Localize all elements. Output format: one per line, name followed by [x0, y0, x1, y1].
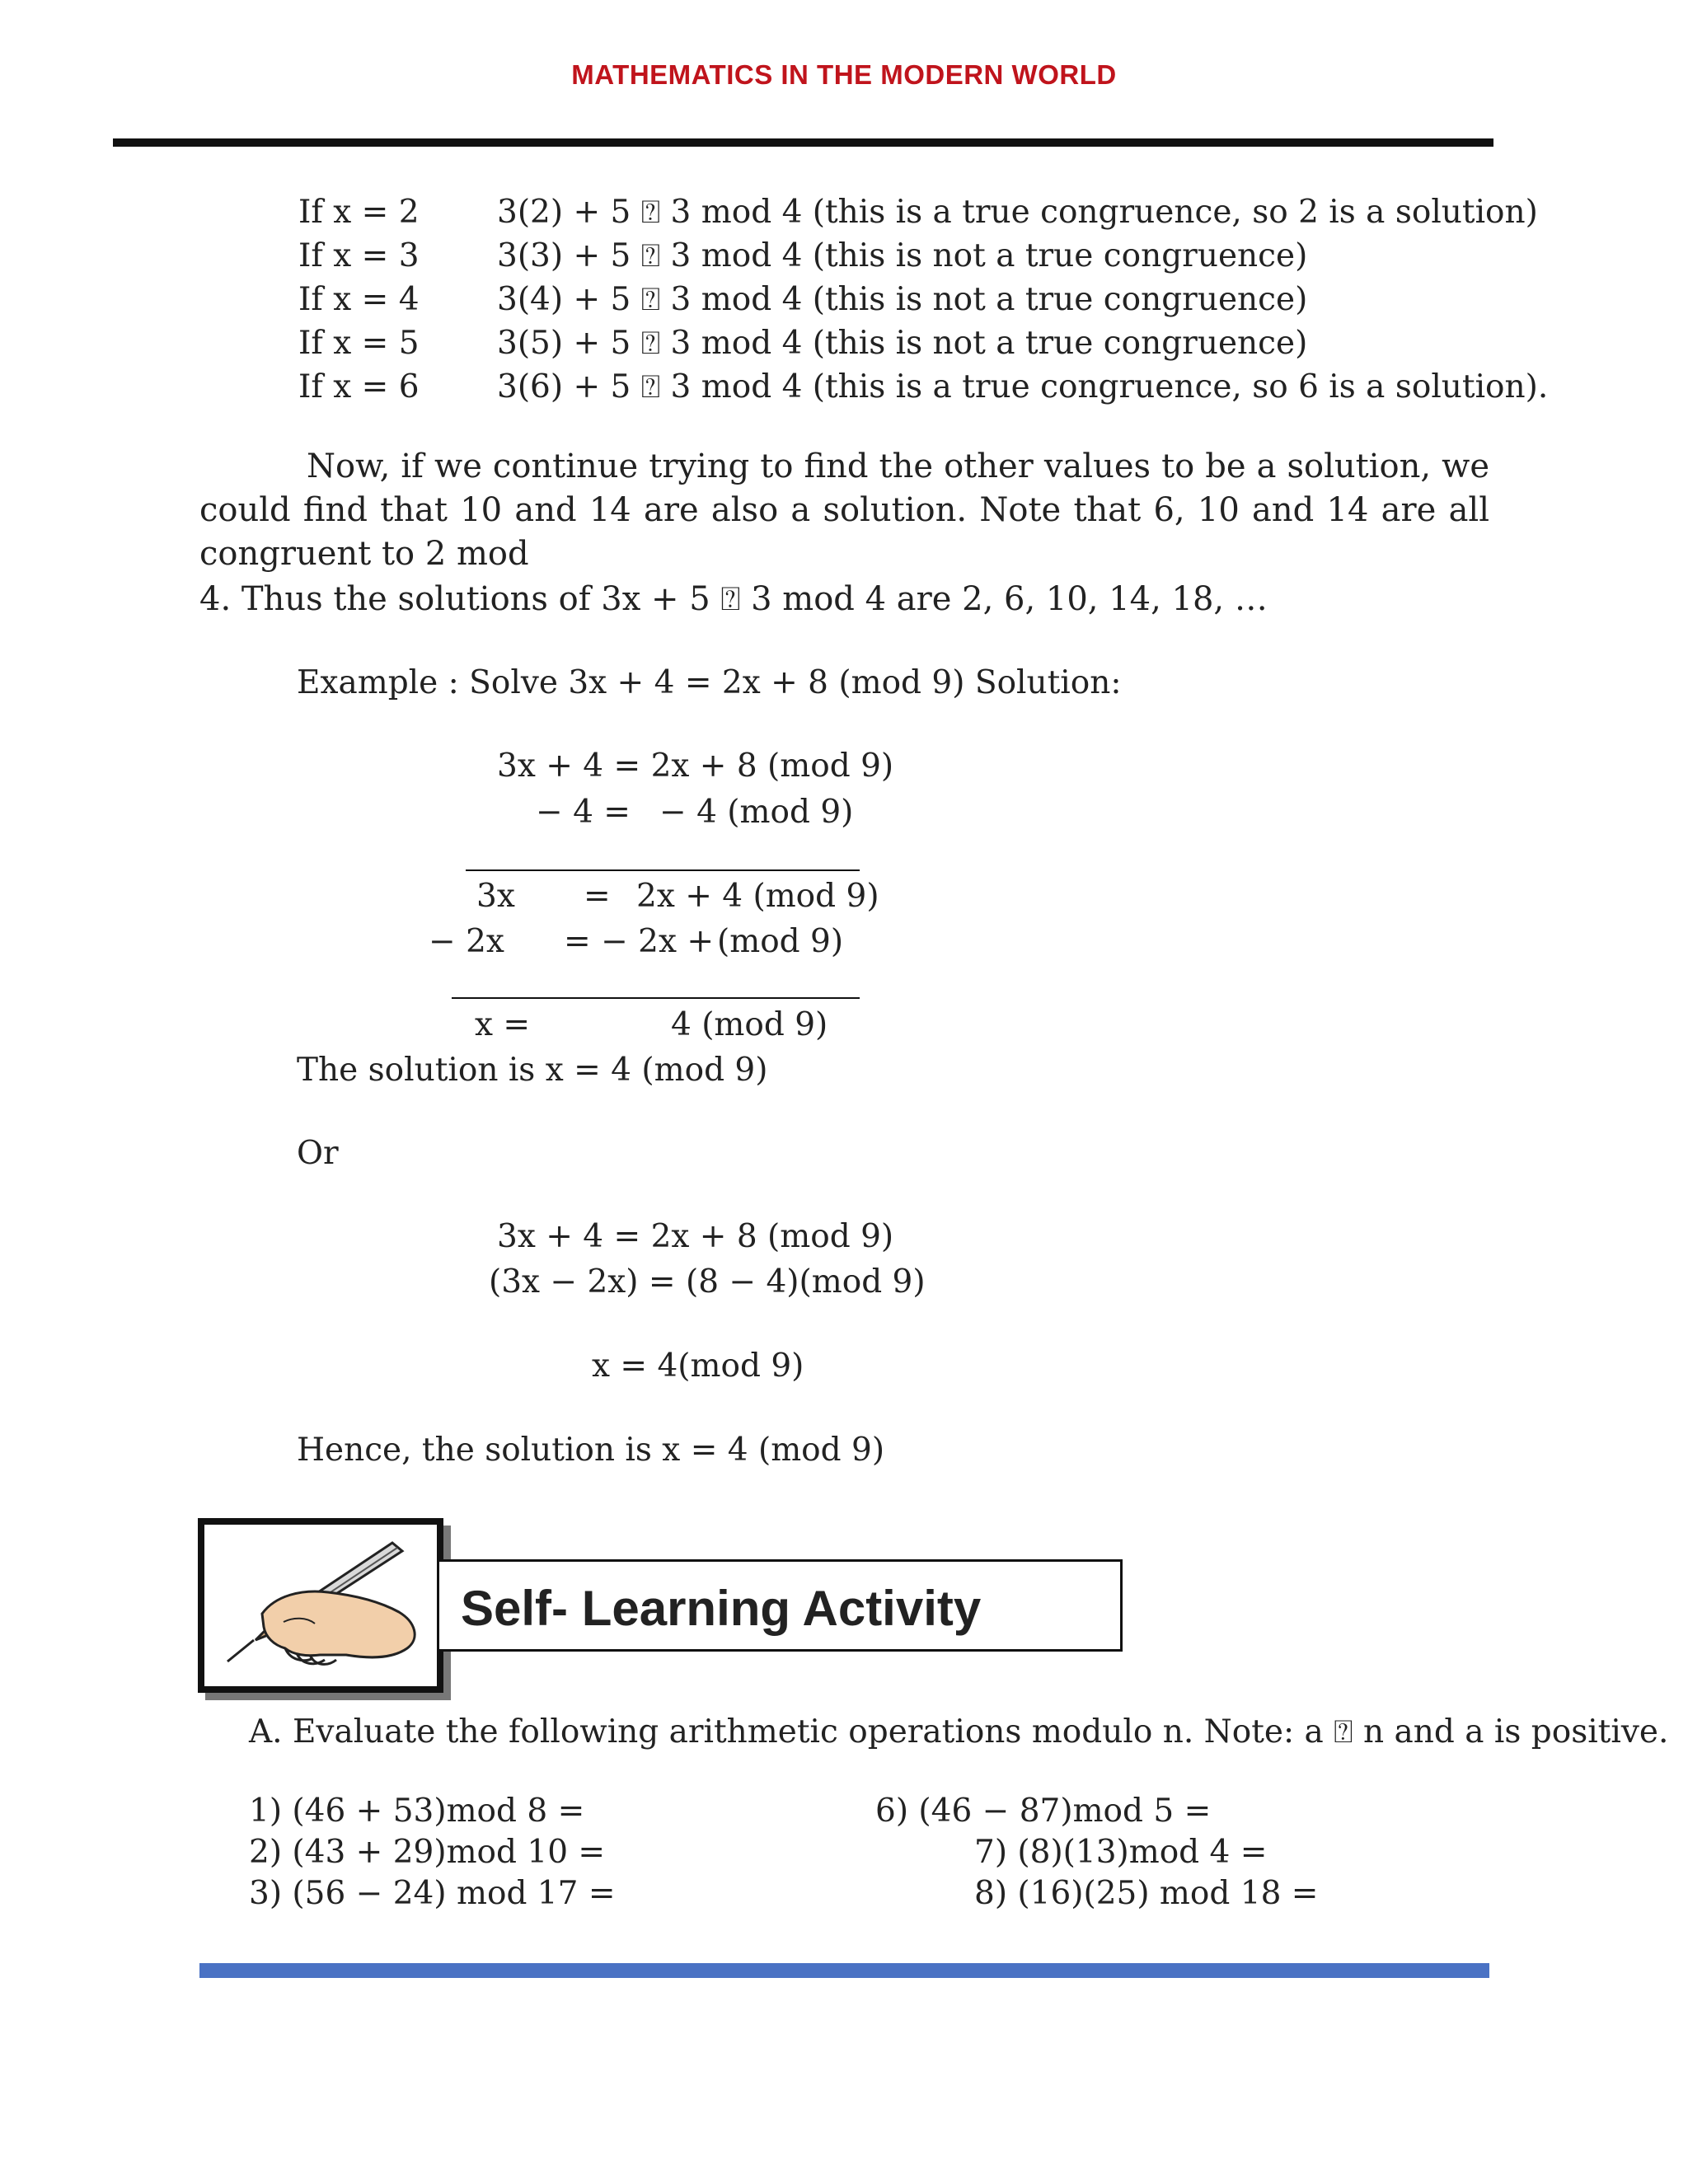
- exercise-item: 3) (56 − 24) mod 17 =: [249, 1875, 616, 1912]
- trial-expr: 3(6) + 5 ⍰ 3 mod 4 (this is a true congruence, so 6 is a solution).: [497, 368, 1549, 405]
- exercise-item: 1) (46 + 53)mod 8 =: [249, 1793, 585, 1830]
- paragraph-line-1: Now, if we continue trying to find the other values to be a solution, we could find that 10 and 14 are also a solution. Note that 6, 10 and 14 are all congruent to 2 mod: [199, 448, 1489, 573]
- trial-expr: 3(3) + 5 ⍰ 3 mod 4 (this is not a true congruence): [497, 237, 1308, 274]
- hand-writing-illustration: [198, 1518, 443, 1693]
- trial-cond: If x = 4: [298, 281, 420, 318]
- exercise-item: 6) (46 − 87)mod 5 =: [875, 1793, 1212, 1830]
- trial-cond: If x = 6: [298, 368, 420, 405]
- activity-title-box: [437, 1559, 1123, 1652]
- trial-expr: 3(5) + 5 ⍰ 3 mod 4 (this is not a true congruence): [497, 325, 1308, 362]
- math-step-3-eq: =: [584, 878, 611, 915]
- math-step-1: 3x + 4 = 2x + 8 (mod 9): [497, 748, 894, 785]
- paragraph-line-2: 4. Thus the solutions of 3x + 5 ⍰ 3 mod 4 are 2, 6, 10, 14, 18, …: [199, 580, 1268, 618]
- trial-cond: If x = 5: [298, 325, 420, 362]
- or-label: Or: [297, 1135, 339, 1172]
- alt-step-3: x = 4(mod 9): [592, 1347, 804, 1385]
- trial-expr: 3(4) + 5 ⍰ 3 mod 4 (this is not a true congruence): [497, 281, 1308, 318]
- math-step-3-left: 3x: [476, 878, 515, 915]
- math-step-4-mid: = − 2x +: [564, 923, 715, 960]
- page-header-title: MATHEMATICS IN THE MODERN WORLD: [571, 59, 1117, 90]
- solution-conclusion: Hence, the solution is x = 4 (mod 9): [297, 1432, 885, 1469]
- exercise-item: 8) (16)(25) mod 18 =: [974, 1875, 1319, 1912]
- footer-bar: [199, 1963, 1489, 1978]
- math-step-2-left: − 4 =: [536, 794, 631, 831]
- trial-expr: 3(2) + 5 ⍰ 3 mod 4 (this is a true congruence, so 2 is a solution): [497, 194, 1538, 231]
- trial-cond: If x = 2: [298, 194, 420, 231]
- math-step-3-right: 2x + 4 (mod 9): [636, 878, 879, 915]
- math-step-5-left: x =: [475, 1006, 531, 1043]
- math-step-2-right: − 4 (mod 9): [659, 794, 854, 831]
- math-step-4-right: (mod 9): [717, 923, 844, 960]
- exercise-item: 2) (43 + 29)mod 10 =: [249, 1834, 606, 1871]
- solution-result: The solution is x = 4 (mod 9): [297, 1052, 768, 1089]
- header-rule: [113, 138, 1493, 147]
- exercise-item: 7) (8)(13)mod 4 =: [974, 1834, 1268, 1871]
- math-divider-1: [466, 869, 860, 871]
- math-divider-2: [452, 997, 860, 999]
- trial-cond: If x = 3: [298, 237, 420, 274]
- activity-instruction: A. Evaluate the following arithmetic operations modulo n. Note: a ⍰ n and a is positive.: [249, 1713, 1669, 1750]
- alt-step-1: 3x + 4 = 2x + 8 (mod 9): [497, 1218, 894, 1255]
- alt-step-2: (3x − 2x) = (8 − 4)(mod 9): [489, 1263, 926, 1301]
- example-heading: Example : Solve 3x + 4 = 2x + 8 (mod 9) Solution:: [297, 664, 1122, 701]
- pencil-hand-icon: [204, 1525, 437, 1686]
- math-step-4-left: − 2x: [429, 923, 504, 960]
- math-step-5-right: 4 (mod 9): [671, 1006, 828, 1043]
- activity-title: Self- Learning Activity: [461, 1581, 982, 1636]
- explanation-paragraph: [199, 445, 1489, 576]
